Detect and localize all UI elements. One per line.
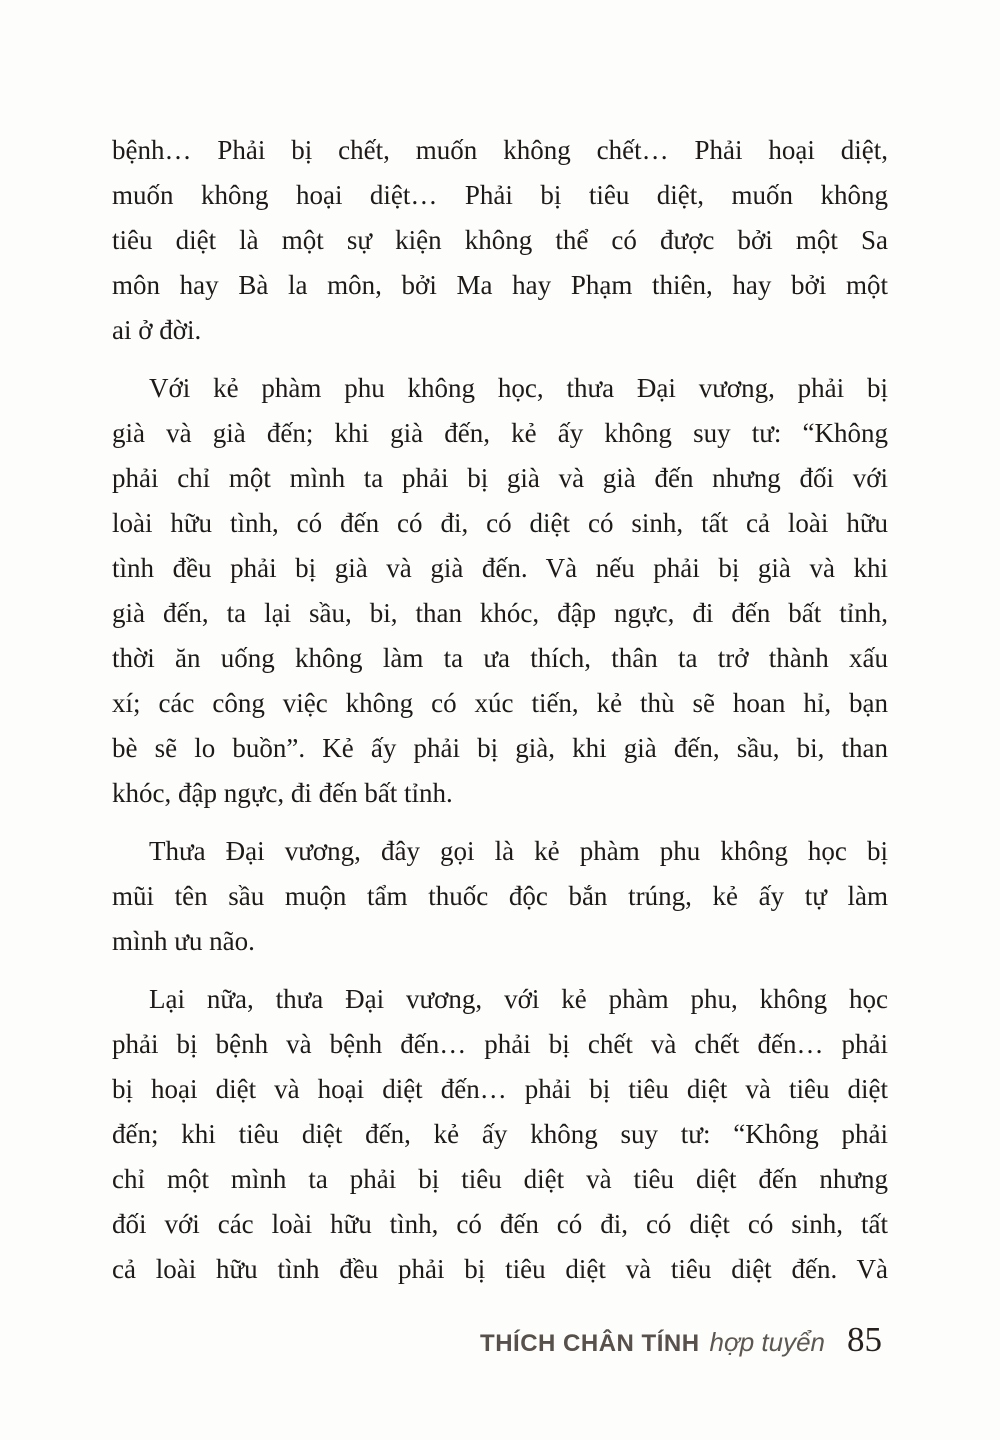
- text-line: Lại nữa, thưa Đại vương, với kẻ phàm phu, không học: [149, 984, 888, 1014]
- paragraph: [112, 977, 888, 1292]
- footer-collection-title: hợp tuyển: [709, 1327, 825, 1357]
- text-line: đối với các loài hữu tình, có đến có đi, có diệt có sinh, tất: [112, 1209, 888, 1239]
- text-line: tình đều phải bị già và già đến. Và nếu phải bị già và khi: [112, 553, 888, 583]
- text-line: môn hay Bà la môn, bởi Ma hay Phạm thiên, hay bởi một: [112, 270, 888, 300]
- text-line: Với kẻ phàm phu không học, thưa Đại vương, phải bị: [149, 373, 888, 403]
- text-line: mình ưu não.: [112, 926, 255, 956]
- text-line: mũi tên sầu muộn tẩm thuốc độc bắn trúng, kẻ ấy tự làm: [112, 881, 888, 911]
- text-line: Thưa Đại vương, đây gọi là kẻ phàm phu không học bị: [149, 836, 888, 866]
- page-number: 85: [847, 1320, 882, 1359]
- text-line: khóc, đập ngực, đi đến bất tỉnh.: [112, 778, 453, 808]
- text-line: ai ở đời.: [112, 315, 202, 345]
- paragraph: [112, 366, 888, 816]
- text-line: phải bị bệnh và bệnh đến… phải bị chết và chết đến… phải: [112, 1029, 888, 1059]
- text-line: xí; các công việc không có xúc tiến, kẻ thù sẽ hoan hỉ, bạn: [112, 688, 888, 718]
- text-line: đến; khi tiêu diệt đến, kẻ ấy không suy tư: “Không phải: [112, 1119, 888, 1149]
- footer-author-name: THÍCH CHÂN TÍNH: [480, 1330, 700, 1357]
- text-line: bệnh… Phải bị chết, muốn không chết… Phải hoại diệt,: [112, 135, 888, 165]
- text-line: thời ăn uống không làm ta ưa thích, thân ta trở thành xấu: [112, 643, 888, 673]
- text-line: muốn không hoại diệt… Phải bị tiêu diệt, muốn không: [112, 180, 888, 210]
- text-line: loài hữu tình, có đến có đi, có diệt có sinh, tất cả loài hữu: [112, 508, 888, 538]
- text-line: phải chỉ một mình ta phải bị già và già đến nhưng đối với: [112, 463, 888, 493]
- text-line: cả loài hữu tình đều phải bị tiêu diệt và tiêu diệt đến. Và: [112, 1254, 888, 1284]
- text-line: già và già đến; khi già đến, kẻ ấy không suy tư: “Không: [112, 418, 888, 448]
- text-line: già đến, ta lại sầu, bi, than khóc, đập ngực, đi đến bất tỉnh,: [112, 598, 888, 628]
- body-text: [112, 128, 888, 1292]
- text-line: bị hoại diệt và hoại diệt đến… phải bị tiêu diệt và tiêu diệt: [112, 1074, 888, 1104]
- paragraph: [112, 128, 888, 353]
- paragraph: [112, 829, 888, 964]
- text-line: bè sẽ lo buồn”. Kẻ ấy phải bị già, khi già đến, sầu, bi, than: [112, 733, 888, 763]
- text-line: tiêu diệt là một sự kiện không thể có được bởi một Sa: [112, 225, 888, 255]
- text-line: chỉ một mình ta phải bị tiêu diệt và tiêu diệt đến nhưng: [112, 1164, 888, 1194]
- page-footer: [480, 1320, 882, 1360]
